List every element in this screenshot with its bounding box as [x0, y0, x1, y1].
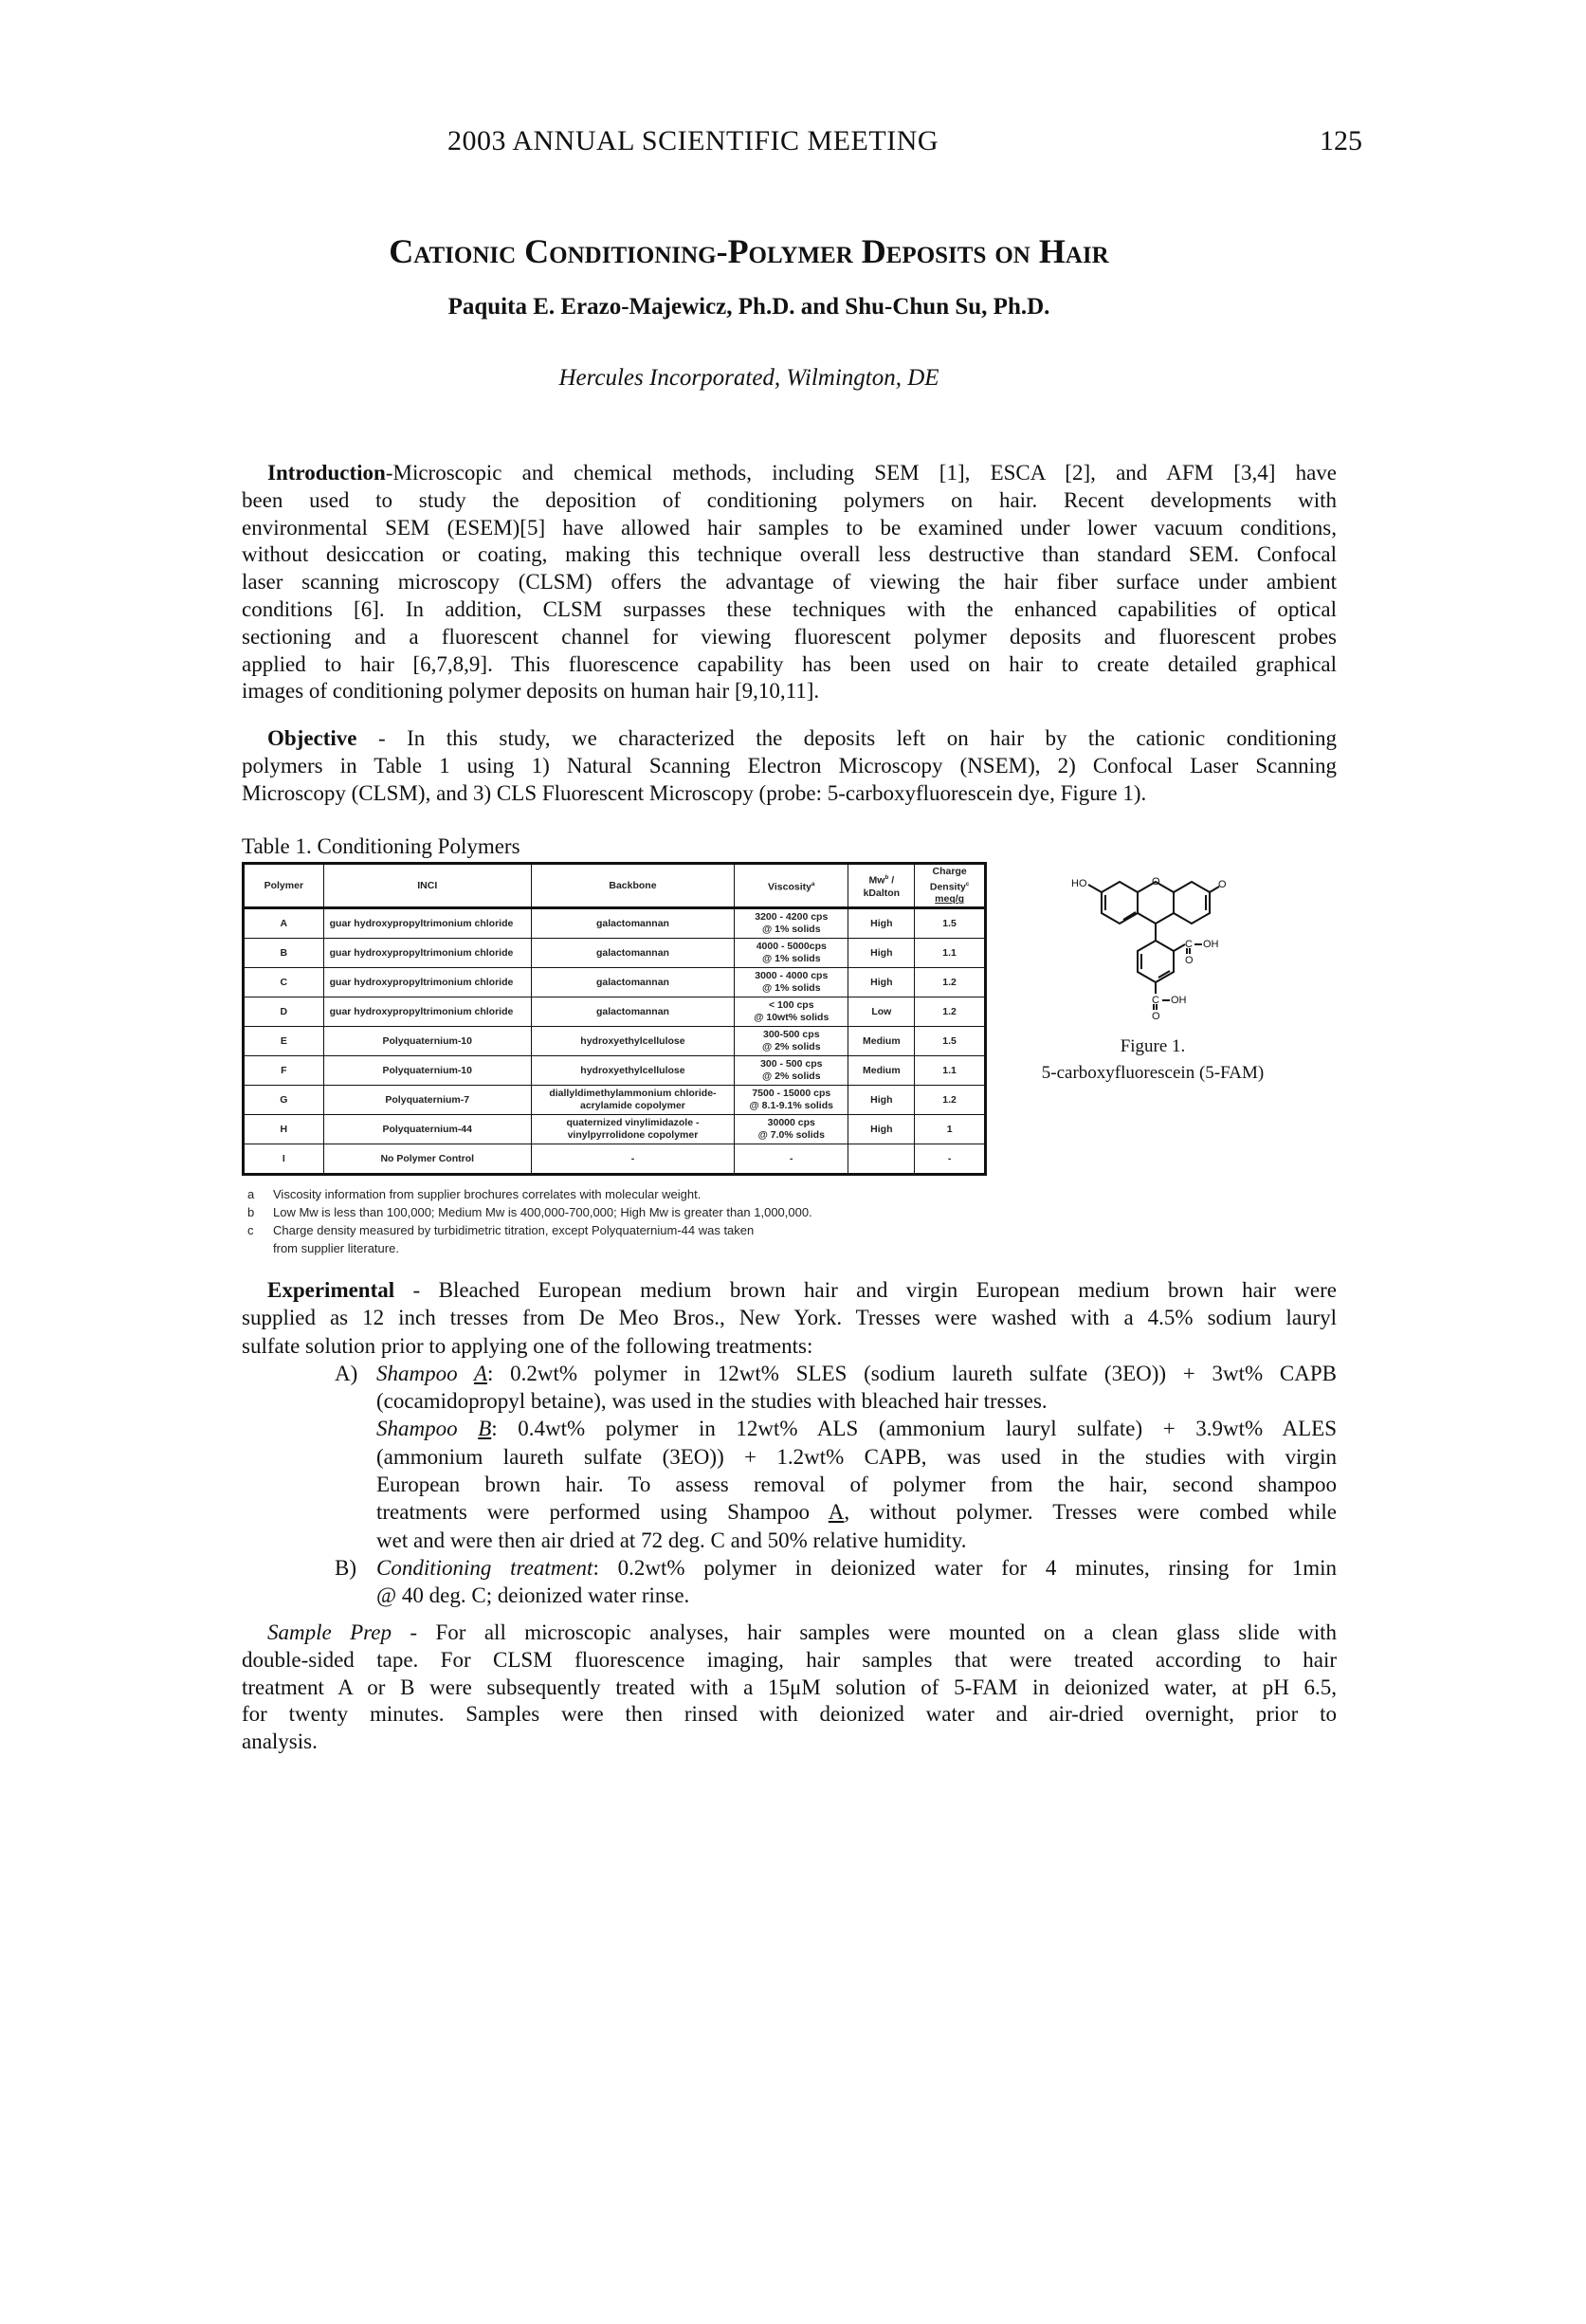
table-row	[244, 1027, 986, 1056]
text-line: sectioning and a fluorescent channel for viewing fluorescent polymer deposits and fluorescent probes	[242, 624, 1337, 649]
ring-left	[1102, 882, 1138, 924]
cell-charge-density: 1.2	[915, 997, 986, 1027]
viscosity-condition: @ 2% solids	[761, 1071, 821, 1082]
text-line: without desiccation or coating, making this technique overall less destructive than standard SEM. Confocal	[242, 542, 1337, 567]
table-caption: Table 1. Conditioning Polymers	[242, 834, 520, 858]
label-letter: A	[473, 1361, 487, 1385]
cell-mw: Medium	[848, 1027, 915, 1056]
viscosity-value: 3000 - 4000 cps	[755, 970, 829, 981]
cell-mw: High	[848, 1086, 915, 1115]
cell-mw: High	[848, 908, 915, 939]
line-text: : 0.2wt% polymer in deionized water for 4 minutes, rinsing for 1min	[592, 1555, 1337, 1580]
cell-charge-density: 1.5	[915, 1027, 986, 1056]
cell-charge-density: 1.5	[915, 908, 986, 939]
cell-inci: No Polymer Control	[323, 1144, 531, 1175]
section-lead: Introduction	[267, 461, 386, 485]
footnote	[242, 1185, 812, 1203]
cell-polymer: E	[244, 1027, 324, 1056]
col-header-inci: INCI	[323, 864, 531, 908]
cell-polymer: I	[244, 1144, 324, 1175]
label-c: C	[1152, 995, 1159, 1006]
section-lead: Experimental	[267, 1278, 395, 1302]
cell-viscosity	[735, 1027, 848, 1056]
line-text: treatments were performed using Shampoo	[376, 1500, 829, 1525]
col-header-charge	[915, 864, 986, 908]
viscosity-condition: @ 1% solids	[761, 982, 821, 994]
text-line	[242, 1276, 1337, 1304]
label-o-ring: O	[1152, 876, 1160, 888]
cell-polymer: G	[244, 1086, 324, 1115]
line-text: , without polymer. Tresses were combed while	[844, 1500, 1337, 1525]
footnote-marker: b	[884, 874, 889, 882]
table-header-row	[244, 864, 986, 908]
cell-charge-density: 1.1	[915, 1056, 986, 1086]
cell-charge-density: 1	[915, 1115, 986, 1144]
text-line: laser scanning microscopy (CLSM) offers the advantage of viewing the hair fiber surface under ambient	[242, 570, 1337, 595]
text-line: for twenty minutes. Samples were then rinsed with deionized water and air-dried overnight, prior to	[242, 1702, 1337, 1727]
cell-charge-density: 1.1	[915, 939, 986, 968]
label-o: O	[1152, 1011, 1160, 1022]
text-line: supplied as 12 inch tresses from De Meo Bros., New York. Tresses were washed with a 4.5% sodium lauryl	[242, 1306, 1337, 1330]
ring-middle	[1138, 882, 1174, 924]
cell-viscosity	[735, 939, 848, 968]
shampoo-a-label	[376, 1362, 487, 1385]
text-line: wet and were then air dried at 72 deg. C and 50% relative humidity.	[376, 1528, 967, 1552]
text-line	[376, 1415, 1337, 1442]
cell-charge-density: -	[915, 1144, 986, 1175]
label-c: C	[1185, 939, 1193, 950]
label-letter: B	[478, 1417, 492, 1441]
list-marker: B)	[335, 1555, 356, 1580]
cell-backbone: galactomannan	[531, 968, 734, 997]
header-text: Viscosity	[768, 881, 811, 893]
label-text: Shampoo	[376, 1361, 474, 1385]
cell-backbone: hydroxyethylcellulose	[531, 1056, 734, 1086]
cell-backbone: diallyldimethylammonium chloride-acrylamide copolymer	[531, 1086, 734, 1115]
shampoo-letter: A	[828, 1500, 845, 1525]
label-o-keto: O	[1218, 879, 1227, 890]
cell-polymer: D	[244, 997, 324, 1027]
footnote-label: a	[247, 1187, 255, 1201]
label-oh: OH	[1203, 939, 1219, 950]
cell-backbone: galactomannan	[531, 908, 734, 939]
section-lead: Sample Prep	[267, 1620, 392, 1644]
cell-viscosity	[735, 968, 848, 997]
line-text: : 0.2wt% polymer in 12wt% SLES (sodium laureth sulfate (3EO)) + 3wt% CAPB	[487, 1361, 1337, 1385]
footnote-label: c	[247, 1223, 254, 1237]
text-line: (ammonium laureth sulfate (3EO)) + 1.2wt% CAPB, was used in the studies with virgin	[376, 1444, 1337, 1469]
viscosity-condition: @ 1% solids	[761, 953, 821, 964]
cell-polymer: F	[244, 1056, 324, 1086]
cell-polymer: A	[244, 908, 324, 939]
viscosity-value: < 100 cps	[768, 999, 814, 1011]
footnote-text: Low Mw is less than 100,000; Medium Mw is 400,000-700,000; High Mw is greater than 1,000,000.	[273, 1205, 812, 1219]
table-row	[244, 1056, 986, 1086]
cell-viscosity	[735, 1115, 848, 1144]
authors: Paquita E. Erazo-Majewicz, Ph.D. and Shu-Chun Su, Ph.D.	[447, 294, 1050, 320]
text-line	[376, 1498, 1337, 1526]
table-row	[244, 997, 986, 1027]
text-line	[376, 1360, 1337, 1387]
viscosity-condition: @ 1% solids	[761, 924, 821, 935]
cell-charge-density: 1.2	[915, 1086, 986, 1115]
viscosity-condition: @ 8.1-9.1% solids	[749, 1100, 833, 1111]
cell-backbone: quaternized vinylimidazole - vinylpyrrolidone copolymer	[531, 1115, 734, 1144]
text-line: images of conditioning polymer deposits on human hair [9,10,11].	[242, 679, 820, 704]
cell-inci: guar hydroxypropyltrimonium chloride	[323, 908, 531, 939]
footnote	[242, 1203, 812, 1221]
xanthene-rings	[1088, 882, 1219, 1010]
running-header: 2003 ANNUAL SCIENTIFIC MEETING	[447, 125, 939, 156]
cell-viscosity	[735, 908, 848, 939]
cell-viscosity	[735, 997, 848, 1027]
text-line: polymers in Table 1 using 1) Natural Scanning Electron Microscopy (NSEM), 2) Confocal Laser Scanning	[242, 753, 1337, 778]
text-line	[242, 1619, 1337, 1647]
line-text: - Bleached European medium brown hair and virgin European medium brown hair were	[394, 1278, 1337, 1302]
figure-number: Figure 1.	[1120, 1036, 1186, 1056]
cell-inci: guar hydroxypropyltrimonium chloride	[323, 939, 531, 968]
table-row	[244, 1115, 986, 1144]
viscosity-condition: @ 2% solids	[761, 1041, 821, 1052]
cell-inci: Polyquaternium-10	[323, 1056, 531, 1086]
col-header-viscosity	[735, 864, 848, 908]
viscosity-value: 4000 - 5000cps	[756, 941, 827, 952]
text-line: (cocamidopropyl betaine), was used in the studies with bleached hair tresses.	[376, 1389, 1048, 1414]
text-line: applied to hair [6,7,8,9]. This fluorescence capability has been used on hair to create detailed graphical	[242, 651, 1337, 676]
header-unit: / kDalton	[863, 874, 901, 899]
cell-mw: Low	[848, 997, 915, 1027]
line-text: - For all microscopic analyses, hair samples were mounted on a clean glass slide with	[391, 1620, 1337, 1644]
cell-charge-density: 1.2	[915, 968, 986, 997]
viscosity-value: -	[790, 1152, 793, 1164]
cell-polymer: H	[244, 1115, 324, 1144]
footnote-text: from supplier literature.	[273, 1241, 399, 1255]
cell-inci: Polyquaternium-44	[323, 1115, 531, 1144]
cell-inci: guar hydroxypropyltrimonium chloride	[323, 968, 531, 997]
experimental-paragraph	[242, 1276, 1337, 1610]
conditioning-label: Conditioning treatment	[376, 1555, 593, 1580]
footnote-marker: c	[965, 880, 970, 888]
cell-mw	[848, 1144, 915, 1175]
text-line: conditions [6]. In addition, CLSM surpasses these techniques with the enhanced capabilities of optical	[242, 596, 1337, 621]
viscosity-value: 7500 - 15000 cps	[752, 1088, 831, 1099]
cell-backbone: galactomannan	[531, 997, 734, 1027]
footnote-text: Charge density measured by turbidimetric titration, except Polyquaternium-44 was taken	[273, 1223, 755, 1237]
shampoo-b-label	[376, 1417, 491, 1440]
line-text: - In this study, we characterized the deposits left on hair by the cationic conditioning	[356, 726, 1337, 750]
list-marker: A)	[335, 1361, 358, 1385]
text-line: treatment A or B were subsequently treated with a 15μM solution of 5-FAM in deionized water, at pH 6.5,	[242, 1674, 1337, 1699]
cell-mw: High	[848, 939, 915, 968]
table-row	[244, 968, 986, 997]
col-header-backbone: Backbone	[531, 864, 734, 908]
cell-backbone: galactomannan	[531, 939, 734, 968]
cell-inci: Polyquaternium-10	[323, 1027, 531, 1056]
objective-paragraph	[242, 725, 1337, 807]
line-text: : 0.4wt% polymer in 12wt% ALS (ammonium lauryl sulfate) + 3.9wt% ALES	[491, 1417, 1337, 1441]
figure-caption	[1011, 1034, 1295, 1087]
text-line: been used to study the deposition of conditioning polymers on hair. Recent developments with	[242, 487, 1337, 512]
header-text: Mw	[868, 874, 885, 887]
text-line: double-sided tape. For CLSM fluorescence imaging, hair samples that were treated according to hair	[242, 1647, 1337, 1672]
cell-polymer: C	[244, 968, 324, 997]
treatment-b	[242, 1554, 1337, 1610]
col-header-mw	[848, 864, 915, 908]
phenyl-ring	[1138, 941, 1174, 982]
text-line: sulfate solution prior to applying one of the following treatments:	[242, 1333, 813, 1358]
cell-backbone: -	[531, 1144, 734, 1175]
table-footnotes	[242, 1185, 812, 1257]
cell-inci: guar hydroxypropyltrimonium chloride	[323, 997, 531, 1027]
text-line: environmental SEM (ESEM)[5] have allowed hair samples to be examined under lower vacuum conditions,	[242, 515, 1337, 540]
cell-inci: Polyquaternium-7	[323, 1086, 531, 1115]
sample-prep-paragraph	[242, 1619, 1337, 1756]
col-header-polymer: Polymer	[244, 864, 324, 908]
cell-mw: High	[848, 1115, 915, 1144]
text-line: analysis.	[242, 1729, 318, 1754]
cell-viscosity	[735, 1056, 848, 1086]
viscosity-condition: @ 10wt% solids	[754, 1012, 829, 1023]
ring-right	[1174, 882, 1210, 924]
cell-viscosity	[735, 1144, 848, 1175]
header-unit: meq/g	[935, 893, 965, 906]
footnote-marker: a	[811, 880, 815, 888]
label-text: Shampoo	[376, 1417, 479, 1441]
viscosity-value: 300 - 500 cps	[760, 1058, 823, 1070]
text-line	[242, 725, 1337, 753]
text-line	[242, 460, 1337, 487]
table-row	[244, 908, 986, 939]
introduction-paragraph	[242, 460, 1337, 705]
label-o: O	[1185, 955, 1194, 966]
page-number: 125	[1320, 125, 1362, 156]
viscosity-condition: @ 7.0% solids	[757, 1129, 825, 1141]
section-lead: Objective	[267, 726, 357, 750]
footnote	[242, 1221, 812, 1257]
viscosity-value: 3200 - 4200 cps	[755, 911, 829, 923]
text-line: Microscopy (CLSM), and 3) CLS Fluorescent Microscopy (probe: 5-carboxyfluorescein dye, Figure 1).	[242, 780, 1147, 805]
footnote-label: b	[247, 1205, 255, 1219]
header-text: Charge Density	[929, 865, 967, 893]
figure-description: 5-carboxyfluorescein (5-FAM)	[1041, 1063, 1265, 1083]
affiliation: Hercules Incorporated, Wilmington, DE	[558, 365, 939, 391]
text-line: @ 40 deg. C; deionized water rinse.	[376, 1583, 690, 1608]
label-oh: OH	[1171, 995, 1187, 1006]
cell-mw: Medium	[848, 1056, 915, 1086]
ho-bond	[1088, 885, 1102, 892]
cell-backbone: hydroxyethylcellulose	[531, 1027, 734, 1056]
footnote-text: Viscosity information from supplier brochures correlates with molecular weight.	[273, 1187, 702, 1201]
line-text: -Microscopic and chemical methods, including SEM [1], ESCA [2], and AFM [3,4] have	[385, 461, 1337, 485]
cooh-bond-1	[1174, 944, 1185, 951]
5-fam-structure-figure	[1043, 853, 1270, 1024]
viscosity-value: 300-500 cps	[762, 1029, 820, 1040]
cell-viscosity	[735, 1086, 848, 1115]
table-row	[244, 1086, 986, 1115]
cell-polymer: B	[244, 939, 324, 968]
table-row	[244, 1144, 986, 1175]
table-row	[244, 939, 986, 968]
paper-title: Cationic Conditioning-Polymer Deposits on Hair	[389, 232, 1109, 270]
label-ho: HO	[1071, 878, 1087, 889]
cell-mw: High	[848, 968, 915, 997]
treatment-a	[242, 1360, 1337, 1554]
conditioning-polymers-table	[242, 862, 987, 1176]
text-line	[376, 1554, 1337, 1582]
text-line: European brown hair. To assess removal of polymer from the hair, second shampoo	[376, 1473, 1337, 1497]
viscosity-value: 30000 cps	[767, 1117, 815, 1128]
